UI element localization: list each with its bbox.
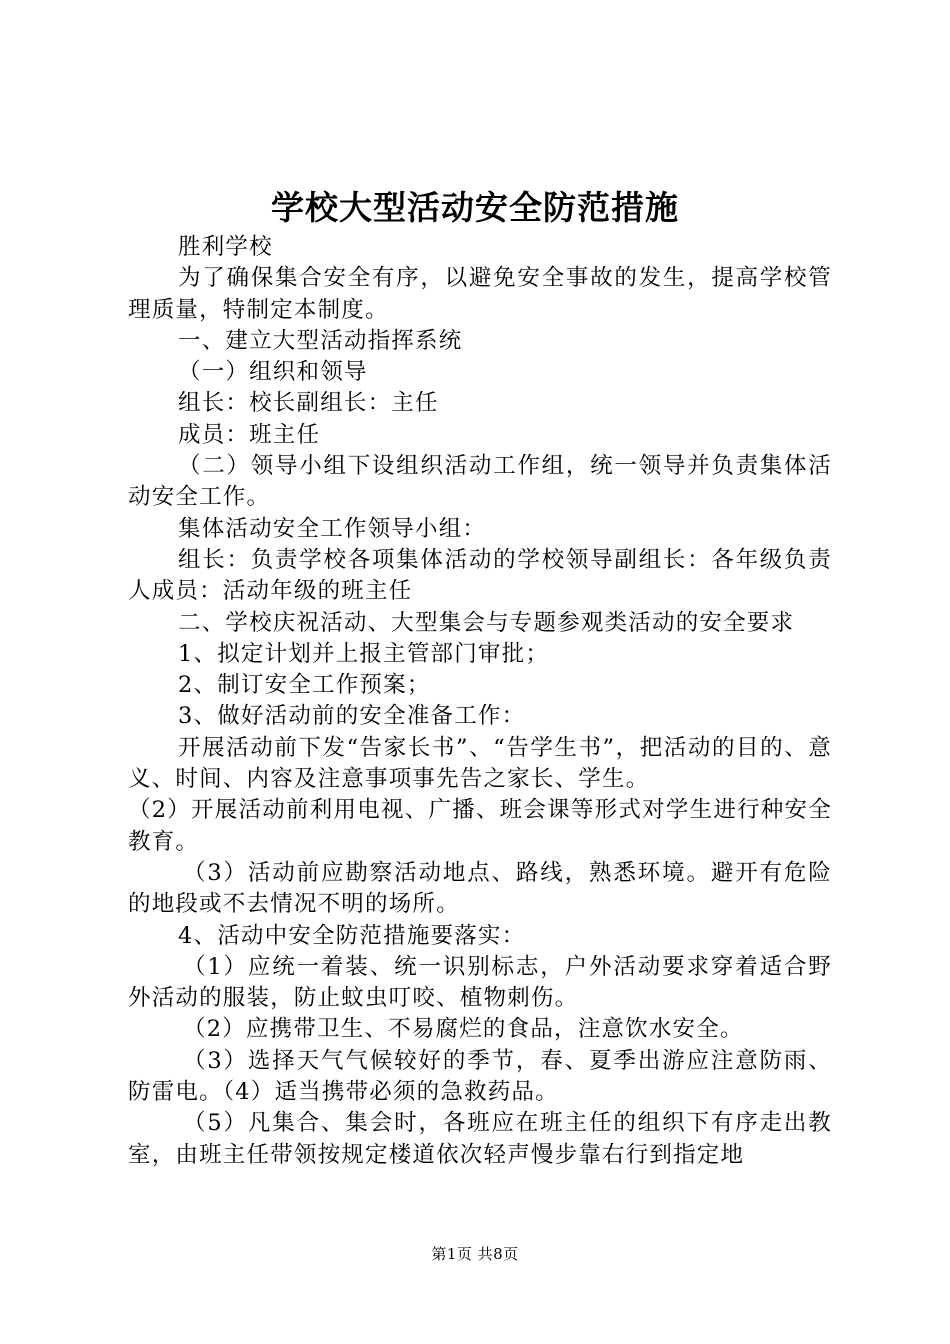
paragraph-item-2: 2、制订安全工作预案； bbox=[178, 672, 431, 699]
paragraph-weather: （3）选择天气气候较好的季节，春、夏季出游应注意防雨、防雷电。（4）适当携带必须的急救药品。 bbox=[128, 1047, 832, 1106]
paragraph-group-roles: 组长：负责学校各项集体活动的学校领导副组长：各年级负责人成员：活动年级的班主任 bbox=[128, 546, 832, 605]
paragraph-uniform: （1）应统一着装、统一识别标志，户外活动要求穿着适合野外活动的服装，防止蚊虫叮咬、植物刺伤。 bbox=[128, 953, 832, 1012]
paragraph-safety-group: 集体活动安全工作领导小组： bbox=[178, 515, 487, 542]
paragraph-leaders: 组长：校长副组长：主任 bbox=[178, 390, 439, 417]
paragraph-survey: （3）活动前应勘察活动地点、路线，熟悉环境。避开有危险的地段或不去情况不明的场所。 bbox=[128, 859, 832, 918]
paragraph-food: （2）应携带卫生、不易腐烂的食品，注意饮水安全。 bbox=[183, 1016, 744, 1043]
paragraph-education: （2）开展活动前利用电视、广播、班会课等形式对学生进行种安全教育。 bbox=[128, 797, 832, 855]
paragraph-item-3: 3、做好活动前的安全准备工作： bbox=[178, 703, 526, 730]
paragraph-section-1-heading: 一、建立大型活动指挥系统 bbox=[178, 327, 463, 354]
page-footer: 第1页 共8页 bbox=[431, 1245, 519, 1263]
paragraph-item-1: 1、拟定计划并上报主管部门审批； bbox=[178, 640, 550, 667]
document-body bbox=[128, 232, 832, 1171]
paragraph-item-4: 4、活动中安全防范措施要落实： bbox=[178, 922, 526, 949]
paragraph-intro: 为了确保集合安全有序，以避免安全事故的发生，提高学校管理质量，特制定本制度。 bbox=[128, 265, 832, 323]
paragraph-notice: 开展活动前下发“告家长书”、“告学生书”，把活动的目的、意义、时间、内容及注意事项事先告之家长、学生。 bbox=[128, 734, 832, 793]
paragraph-section-2-heading: 二、学校庆祝活动、大型集会与专题参观类活动的安全要求 bbox=[178, 609, 795, 636]
paragraph-subsection-2: （二）领导小组下设组织活动工作组，统一领导并负责集体活动安全工作。 bbox=[128, 453, 832, 511]
document-title: 学校大型活动安全防范措施 bbox=[271, 188, 679, 227]
paragraph-assembly: （5）凡集合、集会时，各班应在班主任的组织下有序走出教室，由班主任带领按规定楼道依次轻声慢步靠右行到指定地 bbox=[128, 1110, 832, 1168]
paragraph-subsection-1: （一）组织和领导 bbox=[178, 359, 368, 386]
paragraph-members: 成员：班主任 bbox=[178, 421, 321, 448]
paragraph-school-name: 胜利学校 bbox=[178, 234, 273, 260]
